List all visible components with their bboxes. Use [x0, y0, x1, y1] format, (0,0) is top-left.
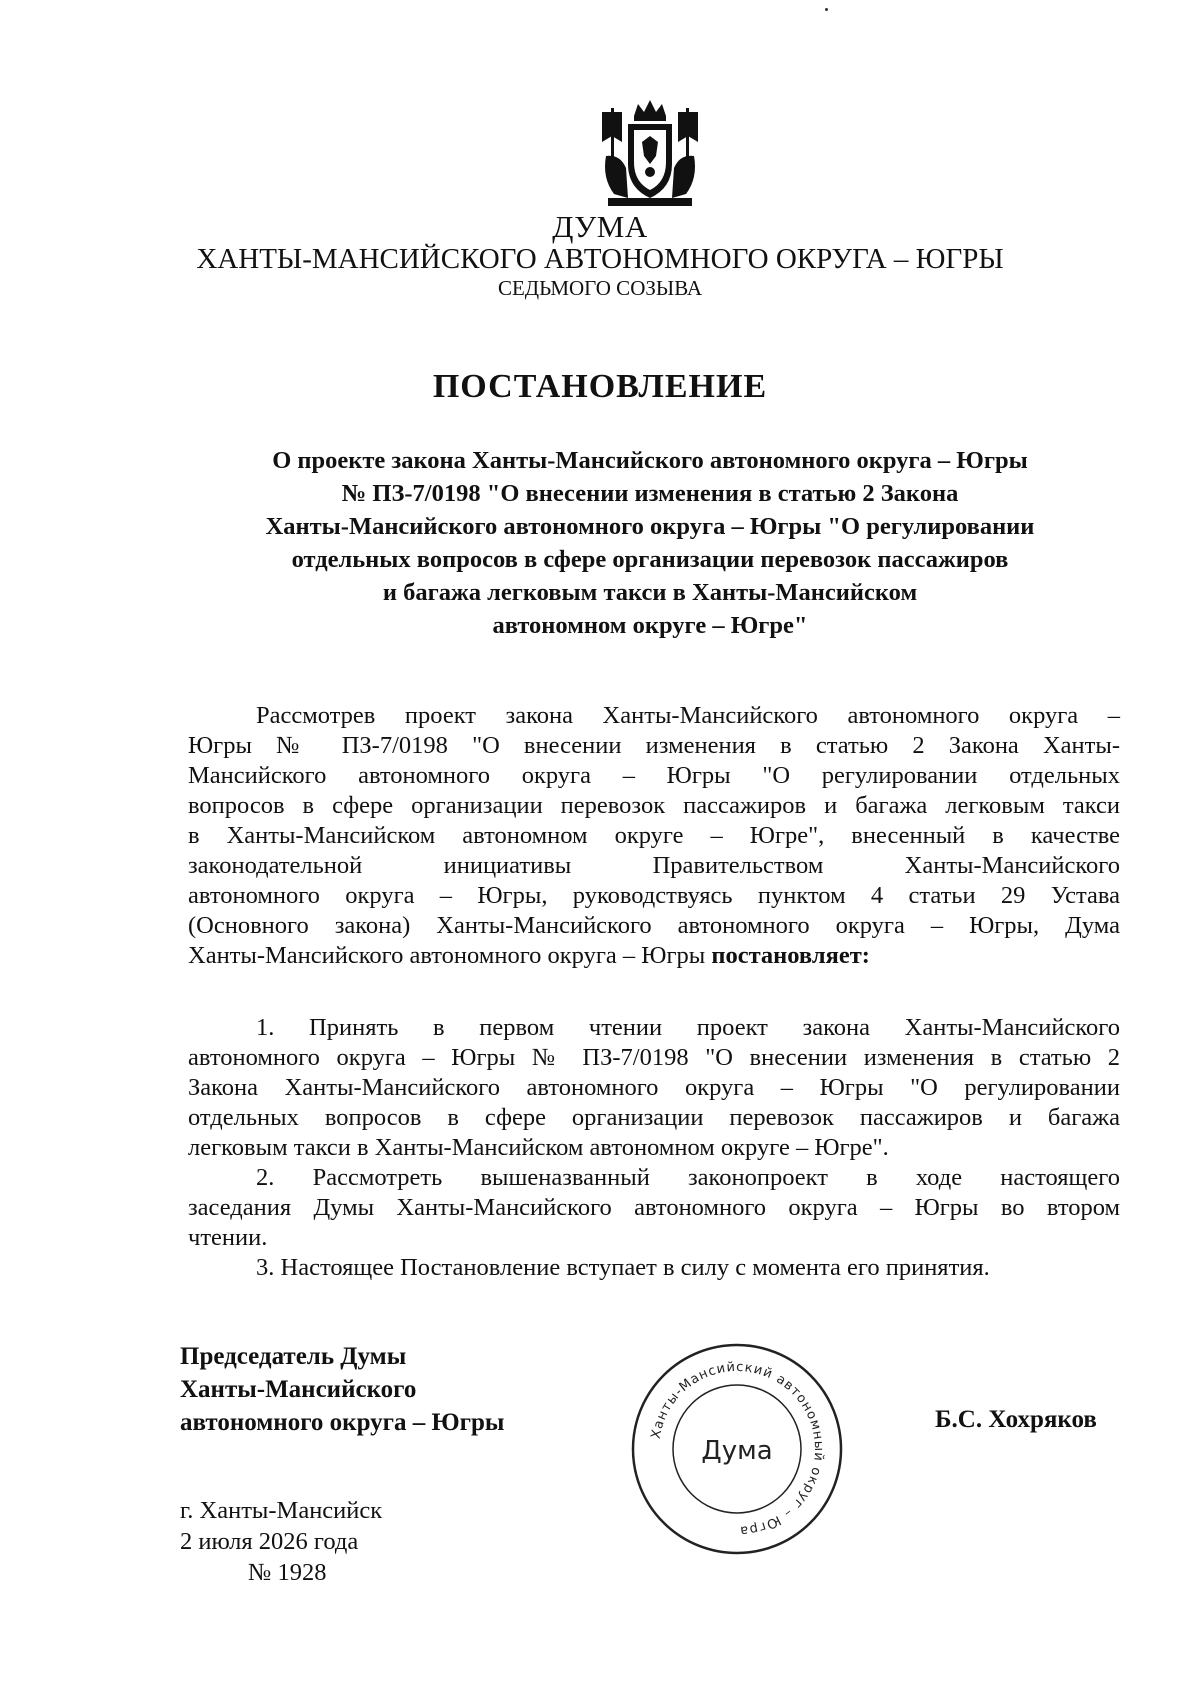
resolution-items: [188, 1013, 1120, 1283]
body-line: вопросов в сфере организации перевозок пассажиров и багажа легковым такси: [188, 792, 1120, 819]
signatory-title-line: Ханты-Мансийского: [180, 1376, 417, 1403]
document-footer: [180, 1495, 382, 1588]
signatory-title-line: Председатель Думы: [180, 1343, 407, 1370]
body-line: в Ханты-Мансийском автономном округе – Югре", внесенный в качестве: [188, 822, 1120, 849]
item-line: отдельных вопросов в сфере организации перевозок пассажиров и багажа: [188, 1104, 1120, 1131]
convocation: СЕДЬМОГО СОЗЫВА: [497, 276, 703, 300]
preamble-paragraph: [188, 701, 1120, 971]
signatory-title-line: автономного округа – Югры: [180, 1409, 505, 1436]
body-line-text: Ханты-Мансийского автономного округа – Югры: [188, 942, 706, 969]
issue-date: 2 июля 2026 года: [180, 1528, 359, 1555]
coat-of-arms-icon: [598, 98, 702, 208]
item-line: Закона Ханты-Мансийского автономного округа – Югры "О регулировании: [188, 1074, 1120, 1101]
subject-line: Ханты-Мансийского автономного округа – Югры "О регулировании: [265, 513, 1035, 540]
body-line: Югры № ПЗ-7/0198 "О внесении изменения в статью 2 Закона Ханты-: [188, 732, 1120, 759]
org-name: ДУМА: [552, 209, 648, 244]
document-type: ПОСТАНОВЛЕНИЕ: [432, 368, 768, 405]
signatory-name: Б.С. Хохряков: [935, 1406, 1097, 1433]
item-line: 3. Настоящее Постановление вступает в силу с момента его принятия.: [256, 1254, 990, 1281]
subject-line: О проекте закона Ханты-Мансийского автономного округа – Югры: [272, 447, 1028, 474]
item-line: заседания Думы Ханты-Мансийского автономного округа – Югры во втором: [188, 1194, 1120, 1221]
subject-line: автономном округе – Югре": [492, 612, 808, 639]
subject-line: отдельных вопросов в сфере организации перевозок пассажиров: [291, 546, 1009, 573]
subject-line: и багажа легковым такси в Ханты-Мансийском: [382, 579, 918, 606]
subject-line: № ПЗ-7/0198 "О внесении изменения в статью 2 Закона: [341, 480, 959, 507]
body-line: Рассмотрев проект закона Ханты-Мансийского автономного округа –: [256, 702, 1120, 729]
seal-center-text: Дума: [701, 1436, 773, 1466]
resolution-keyword: постановляет:: [711, 942, 870, 969]
body-line: автономного округа – Югры, руководствуясь пунктом 4 статьи 29 Устава: [188, 882, 1120, 909]
official-seal: [628, 1340, 846, 1558]
item-line: 1. Принять в первом чтении проект закона Ханты-Мансийского: [256, 1014, 1120, 1041]
scan-speck: [825, 8, 828, 11]
region-name: ХАНТЫ-МАНСИЙСКОГО АВТОНОМНОГО ОКРУГА – ЮГРЫ: [196, 243, 1004, 275]
document-subject: [200, 444, 1100, 642]
body-line: Мансийского автономного округа – Югры "О регулировании отдельных: [188, 762, 1120, 789]
item-line: легковым такси в Ханты-Мансийском автономном округе – Югре".: [188, 1134, 889, 1161]
item-line: чтении.: [188, 1224, 268, 1251]
body-line: (Основного закона) Ханты-Мансийского автономного округа – Югры, Дума: [188, 912, 1120, 939]
body-line-final: [188, 941, 1120, 971]
body-line: законодательной инициативы Правительством Ханты-Мансийского: [188, 852, 1120, 879]
item-line: 2. Рассмотреть вышеназванный законопроект в ходе настоящего: [256, 1164, 1120, 1191]
place-of-issue: г. Ханты-Мансийск: [180, 1497, 383, 1524]
item-line: автономного округа – Югры № ПЗ-7/0198 "О внесении изменения в статью 2: [188, 1044, 1120, 1071]
signatory-title: [180, 1340, 504, 1439]
seal-ring-text: Ханты-Мансийский автономный округ – Югра: [648, 1359, 827, 1539]
document-number: № 1928: [248, 1559, 327, 1586]
